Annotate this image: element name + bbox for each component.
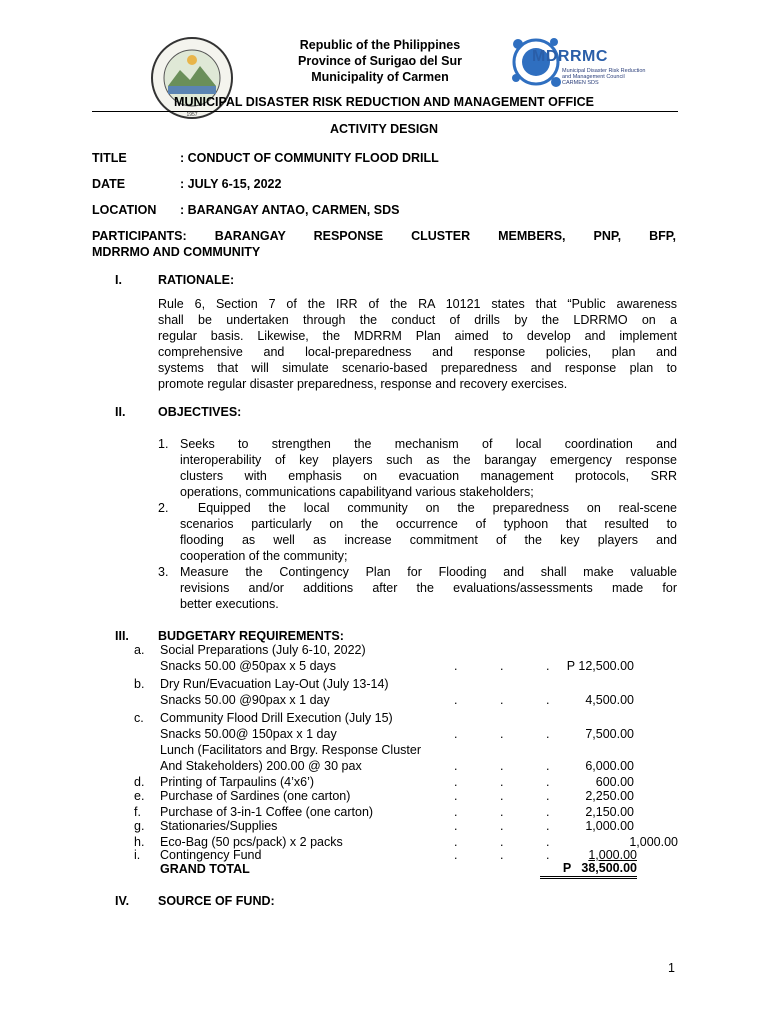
source-heading: SOURCE OF FUND: (158, 894, 275, 908)
budget-row-amount: 7,500.00 (585, 727, 634, 741)
budget-row-leader: . . . (454, 775, 550, 789)
budget-row-marker: c. (134, 711, 144, 725)
budget-row-text: Stationaries/Supplies (160, 819, 278, 833)
budget-row-amount: 2,150.00 (585, 805, 634, 819)
grand-total-amount: P 38,500.00 (540, 861, 637, 879)
budget-row-amount: 6,000.00 (585, 759, 634, 773)
budget-row-text: Social Preparations (July 6-10, 2022) (160, 643, 366, 657)
budget-row-text: And Stakeholders) 200.00 @ 30 pax (160, 759, 362, 773)
budget-row-leader: . . . (454, 759, 550, 773)
contingency-label: Contingency Fund (160, 848, 262, 862)
budget-row-marker: g. (134, 819, 145, 833)
document-title: ACTIVITY DESIGN (329, 122, 439, 136)
budget-row (134, 710, 680, 726)
budget-row-amount: 1,000.00 (629, 835, 678, 849)
objectives-number: II. (115, 405, 126, 419)
budget-row (134, 788, 680, 804)
budget-row-leader: . . . (454, 659, 550, 673)
seal-lettering: 1957 (186, 112, 198, 118)
budget-row-marker: e. (134, 789, 145, 803)
rationale-heading: RATIONALE: (158, 273, 235, 287)
header-line-1: Republic of the Philippines (299, 38, 461, 52)
budget-row-leader: . . . (454, 789, 550, 803)
budget-row-marker: b. (134, 677, 145, 691)
budget-row-leader: . . . (454, 819, 550, 833)
budget-row-text: Snacks 50.00 @90pax x 1 day (160, 693, 330, 707)
budget-row-text: Purchase of Sardines (one carton) (160, 789, 351, 803)
budget-row-text: Dry Run/Evacuation Lay-Out (July 13-14) (160, 677, 389, 691)
source-number: IV. (115, 894, 130, 908)
budget-row (134, 818, 680, 834)
contingency-marker: i. (134, 848, 141, 862)
budget-row-text: Printing of Tarpaulins (4’x6’) (160, 775, 315, 789)
budget-row-text: Eco-Bag (50 pcs/pack) x 2 packs (160, 835, 343, 849)
participants-line-1: PARTICIPANTS: BARANGAY RESPONSE CLUSTER MEMBERS, PNP, BFP, (92, 229, 676, 243)
location-label: LOCATION (92, 203, 157, 217)
budget-row-amount: P 12,500.00 (566, 659, 634, 673)
budget-row-leader: . . . (454, 805, 550, 819)
contingency-leader: . . . (454, 848, 550, 862)
page-number: 1 (668, 961, 675, 975)
logo-subtitle: Municipal Disaster Risk Reduction and Management Council CARMEN SDS (562, 68, 646, 86)
budget-row-text: Purchase of 3-in-1 Coffee (one carton) (160, 805, 374, 819)
rationale-paragraph: Rule 6, Section 7 of the IRR of the RA 10121 states that “Public awareness shall be undertaken through the conduct of drills by the LDRRMO on a regular basis. Likewise, the MDRRM Plan aimed to develop and implement comprehensive and local-preparedness and response policies, plan and systems that will simulate scenario-based preparedness and response plan to promote regular disaster preparedness, response and recovery exercises. (158, 297, 677, 391)
budget-row (134, 658, 680, 674)
logo-title: MDRRMC (532, 48, 608, 65)
budget-row (134, 726, 680, 742)
title-value: : CONDUCT OF COMMUNITY FLOOD DRILL (180, 151, 439, 165)
budget-heading: BUDGETARY REQUIREMENTS: (158, 629, 344, 643)
budget-row-amount: 1,000.00 (585, 819, 634, 833)
office-title: MUNICIPAL DISASTER RISK REDUCTION AND MANAGEMENT OFFICE (174, 95, 594, 109)
budget-row-marker: a. (134, 643, 145, 657)
date-value: : JULY 6-15, 2022 (180, 177, 282, 191)
objectives-heading: OBJECTIVES: (158, 405, 242, 419)
header-line-2: Province of Surigao del Sur (298, 54, 462, 68)
budget-row-leader: . . . (454, 727, 550, 741)
budget-row (134, 742, 680, 758)
budget-row-leader: . . . (454, 835, 550, 849)
objectives-list (158, 436, 677, 612)
rationale-number: I. (115, 273, 122, 287)
budget-row-marker: d. (134, 775, 145, 789)
grand-total-label: GRAND TOTAL (160, 862, 250, 876)
contingency-amount: 1,000.00 (588, 848, 637, 862)
budget-row (134, 676, 680, 692)
header-divider (92, 111, 678, 112)
budget-row (134, 758, 680, 774)
budget-row-marker: h. (134, 835, 145, 849)
location-value: : BARANGAY ANTAO, CARMEN, SDS (180, 203, 400, 217)
header-line-3: Municipality of Carmen (311, 70, 449, 84)
budget-row (134, 642, 680, 658)
budget-number: III. (115, 629, 129, 643)
budget-row-leader: . . . (454, 693, 550, 707)
budget-row (134, 692, 680, 708)
date-label: DATE (92, 177, 126, 191)
budget-row-text: Lunch (Facilitators and Brgy. Response Cluster (160, 743, 421, 757)
mdrrmc-logo (508, 34, 648, 90)
budget-row-text: Snacks 50.00@ 150pax x 1 day (160, 727, 337, 741)
budget-row-text: Snacks 50.00 @50pax x 5 days (160, 659, 336, 673)
budget-row-text: Community Flood Drill Execution (July 15) (160, 711, 393, 725)
participants-line-2: MDRRMO AND COMMUNITY (92, 245, 261, 259)
budget-row-amount: 2,250.00 (585, 789, 634, 803)
title-label: TITLE (92, 151, 127, 165)
budget-row-amount: 600.00 (595, 775, 634, 789)
budget-row-marker: f. (134, 805, 141, 819)
objective-item: 1. Seeks to strengthen the mechanism of local coordination and interoperability of key players such as the barangay emergency response clusters with emphasis on evacuation management protocols, SRR operations, communications capabilityand various stakeholders; (158, 437, 677, 499)
budget-row-amount: 4,500.00 (585, 693, 634, 707)
objective-item: 3. Measure the Contingency Plan for Flooding and shall make valuable revisions and/or additions after the evaluations/assessments made for better executions. (158, 565, 677, 611)
objective-item: 2. Equipped the local community on the preparedness on real-scene scenarios particularly on the occurrence of typhoon that resulted to flooding as well as increase commitment of the key players and cooperation of the community; (158, 501, 677, 563)
